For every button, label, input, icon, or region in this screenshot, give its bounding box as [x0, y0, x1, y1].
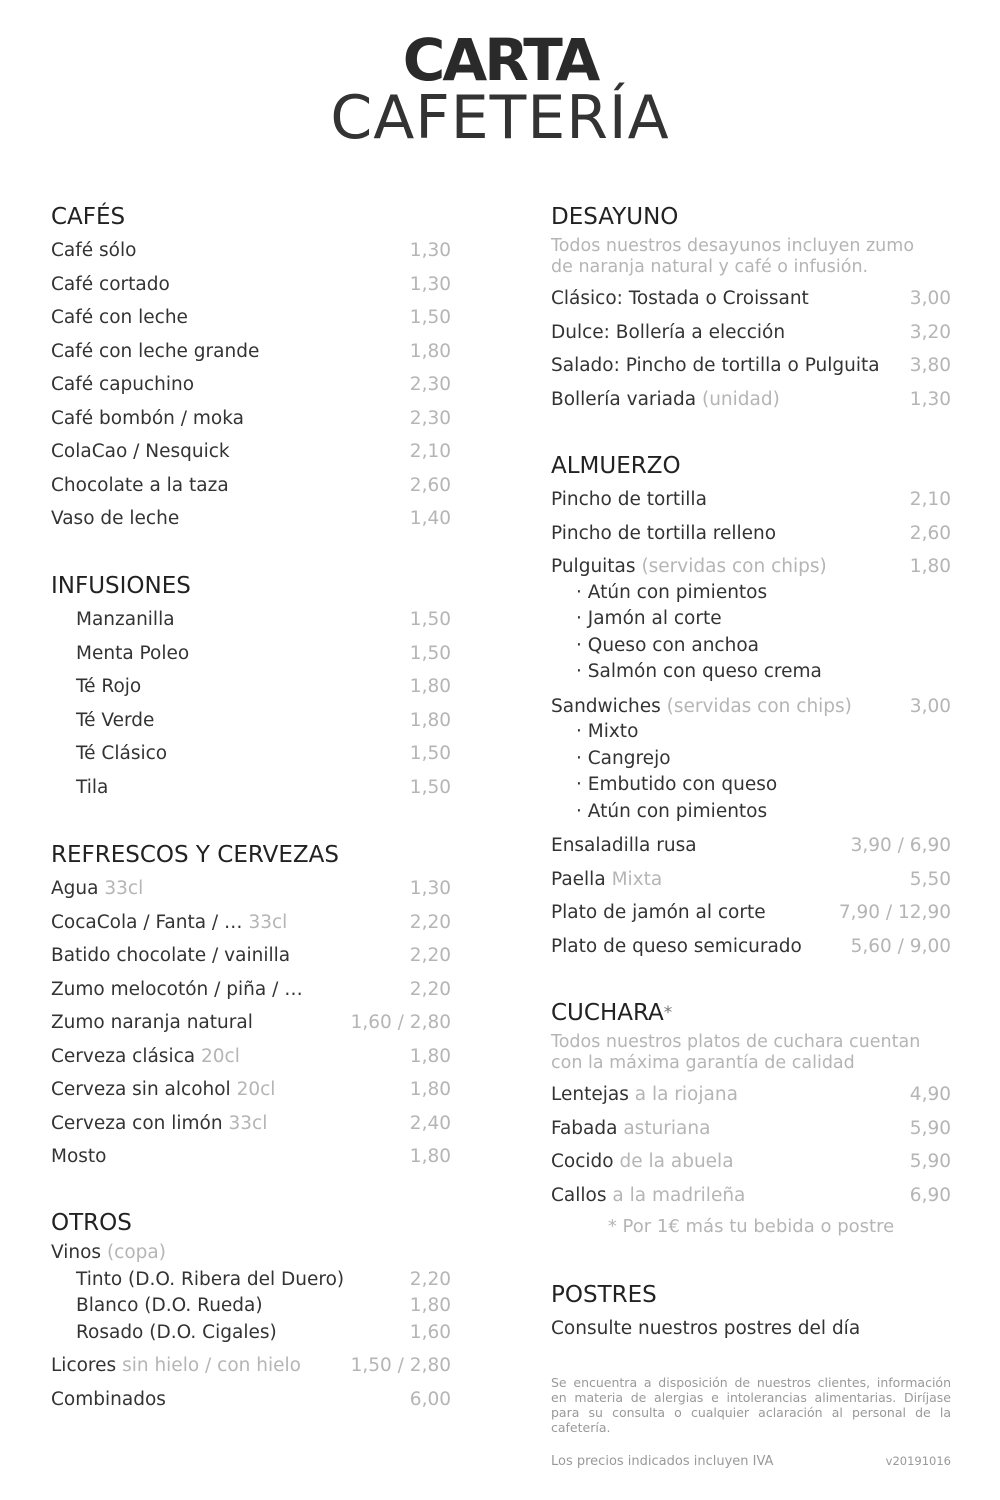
- desc-line: Todos nuestros desayunos incluyen zumo: [551, 236, 915, 256]
- version-label: v20191016: [885, 1454, 951, 1468]
- item-name: Fabada: [551, 1117, 618, 1139]
- menu-item: [51, 637, 451, 671]
- item-note: sin hielo / con hielo: [122, 1355, 301, 1376]
- item-name: Vaso de leche: [51, 508, 180, 529]
- item-note: (unidad): [701, 388, 780, 410]
- menu-item: [51, 973, 451, 1007]
- menu-item: [551, 863, 951, 897]
- item-price: 7,90 / 12,90: [838, 902, 951, 923]
- item-price: 3,90 / 6,90: [850, 835, 951, 856]
- item-price: 1,80: [409, 1079, 451, 1100]
- item-price: 5,60 / 9,00: [850, 935, 951, 957]
- menu-item-pincho: [551, 483, 951, 517]
- menu-item: [51, 502, 451, 536]
- item-name: Té Rojo: [76, 676, 142, 697]
- desayuno-list: [551, 282, 951, 416]
- menu-item: [51, 704, 451, 738]
- menu-item: [51, 469, 451, 503]
- menu-item: [51, 1107, 451, 1141]
- item-price: 6,00: [409, 1388, 451, 1410]
- menu-item: [51, 1006, 451, 1040]
- menu-item: [551, 1078, 951, 1112]
- item-price: 1,30: [409, 878, 451, 899]
- menu-item: [51, 1040, 451, 1074]
- item-name: Manzanilla: [76, 609, 175, 630]
- refrescos-list: [51, 872, 451, 1174]
- item-note: 20cl: [236, 1079, 276, 1100]
- item-price: 1,60 / 2,80: [350, 1012, 451, 1033]
- section-otros: [51, 1206, 451, 1416]
- menu-item: [551, 282, 951, 316]
- item-name: Café sólo: [51, 240, 137, 261]
- item-name: Callos: [551, 1184, 607, 1206]
- menu-item: [51, 368, 451, 402]
- item-price: 2,30: [409, 407, 451, 429]
- section-title-desayuno: DESAYUNO: [551, 204, 679, 230]
- footer-bottom: [551, 1454, 951, 1469]
- item-price: 3,80: [909, 355, 951, 376]
- item-price: 5,90: [909, 1151, 951, 1172]
- menu-item-combinados: [51, 1383, 451, 1417]
- item-price: 1,50: [409, 307, 451, 328]
- option-item: · Mixto: [576, 721, 639, 742]
- menu-item: [51, 906, 451, 940]
- item-note: Mixta: [611, 868, 663, 890]
- item-name: Zumo melocotón / piña / …: [51, 978, 303, 1000]
- item-price: 1,80: [409, 1146, 451, 1167]
- item-name: Cocido: [551, 1151, 614, 1172]
- section-refrescos: [51, 838, 451, 1174]
- item-name: Café bombón / moka: [51, 407, 244, 429]
- menu-item: [551, 349, 951, 383]
- menu-item: [51, 1073, 451, 1107]
- menu-item: [551, 1179, 951, 1213]
- menu-item: [51, 402, 451, 436]
- item-name: Lentejas: [551, 1084, 629, 1105]
- item-name: CocaCola / Fanta / …: [51, 911, 243, 933]
- item-price: 3,00: [909, 288, 951, 309]
- item-name: Pincho de tortilla: [551, 489, 707, 510]
- section-desayuno: [551, 200, 951, 416]
- section-title-cuchara: [551, 996, 951, 1030]
- desc-line: de naranja natural y café o infusión.: [551, 257, 869, 277]
- item-price: 2,60: [409, 474, 451, 496]
- item-name: Pincho de tortilla relleno: [551, 522, 777, 544]
- infusiones-list: [51, 603, 451, 804]
- item-price: 6,90: [909, 1184, 951, 1206]
- cuchara-list: [551, 1078, 951, 1212]
- item-price: 1,80: [409, 1295, 451, 1316]
- menu-item: [51, 737, 451, 771]
- menu-item: [51, 872, 451, 906]
- item-name: Café cortado: [51, 273, 170, 295]
- item-name: Chocolate a la taza: [51, 474, 229, 496]
- option-item: · Atún con pimientos: [576, 800, 768, 822]
- menu-item: [51, 268, 451, 302]
- item-name: Tila: [76, 776, 109, 798]
- item-name: Té Clásico: [76, 743, 168, 764]
- item-price: 2,20: [409, 945, 451, 966]
- item-note: (servidas con chips): [641, 556, 827, 577]
- item-note: (copa): [106, 1242, 166, 1263]
- item-name: Licores: [51, 1355, 117, 1376]
- section-title-refrescos: REFRESCOS Y CERVEZAS: [51, 842, 339, 868]
- item-name: Paella: [551, 868, 606, 890]
- item-price: 1,30: [409, 240, 451, 261]
- item-name: Sandwiches: [551, 695, 661, 717]
- menu-title-cafeteria: CAFETERÍA: [330, 83, 670, 153]
- item-note: 33cl: [104, 878, 144, 899]
- menu-item: [51, 1140, 451, 1174]
- item-name: Vinos: [51, 1242, 102, 1263]
- desayuno-description: [551, 236, 951, 278]
- section-postres: [551, 1278, 951, 1346]
- cafes-list: [51, 234, 451, 536]
- item-price: 2,20: [409, 911, 451, 933]
- desc-line: con la máxima garantía de calidad: [551, 1053, 855, 1073]
- item-note: 33cl: [248, 911, 288, 933]
- item-price: 2,10: [409, 441, 451, 462]
- item-price: 4,90: [909, 1084, 951, 1105]
- menu-item: [551, 383, 951, 417]
- menu-item: [51, 435, 451, 469]
- item-name: Té Verde: [76, 709, 155, 731]
- option-item: · Cangrejo: [576, 747, 671, 769]
- item-name: Zumo naranja natural: [51, 1012, 253, 1033]
- menu-item: [51, 670, 451, 704]
- item-price: 1,30: [909, 388, 951, 410]
- section-title-infusiones: INFUSIONES: [51, 573, 191, 599]
- option-item: · Jamón al corte: [576, 608, 722, 629]
- item-note: a la madrileña: [612, 1184, 746, 1206]
- item-price: 2,60: [909, 522, 951, 544]
- item-name: Bollería variada: [551, 388, 697, 410]
- item-name: Mosto: [51, 1146, 107, 1167]
- menu-item-sandwiches: [551, 690, 951, 724]
- menu-item: [51, 335, 451, 369]
- menu-item: [551, 829, 951, 863]
- option-item: · Salmón con queso crema: [576, 661, 822, 682]
- item-name: Clásico: Tostada o Croissant: [551, 288, 809, 309]
- menu-item: [51, 1320, 451, 1347]
- item-price: 1,60: [409, 1321, 451, 1343]
- item-name: Cerveza con limón: [51, 1112, 223, 1134]
- section-title-almuerzo: ALMUERZO: [551, 453, 681, 479]
- option-item: · Queso con anchoa: [576, 634, 759, 656]
- item-name: Plato de jamón al corte: [551, 902, 766, 923]
- menu-item: [551, 1145, 951, 1179]
- item-price: 2,20: [409, 1268, 451, 1290]
- item-price: 2,30: [409, 374, 451, 395]
- item-name: Menta Poleo: [76, 642, 190, 664]
- section-cafes: [51, 200, 451, 536]
- item-note: asturiana: [623, 1117, 711, 1139]
- menu-item: [51, 771, 451, 805]
- menu-item-licores: [51, 1349, 451, 1383]
- item-note: a la riojana: [634, 1084, 738, 1105]
- item-price: 1,30: [409, 273, 451, 295]
- item-price: 5,50: [909, 868, 951, 890]
- cuchara-description: [551, 1032, 951, 1074]
- item-name: Blanco (D.O. Rueda): [76, 1295, 263, 1316]
- item-price: 2,20: [409, 978, 451, 1000]
- desc-line: Todos nuestros platos de cuchara cuentan: [551, 1032, 921, 1052]
- item-name: Pulguitas: [551, 556, 636, 577]
- section-cuchara: [551, 996, 951, 1242]
- menu-item: [551, 930, 951, 964]
- item-price: 1,80: [409, 340, 451, 362]
- item-price: 1,40: [409, 508, 451, 529]
- postres-text: Consulte nuestros postres del día: [551, 1318, 861, 1339]
- menu-title-carta: CARTA: [402, 26, 598, 94]
- cuchara-footnote: * Por 1€ más tu bebida o postre: [607, 1216, 895, 1237]
- menu-item: [51, 1293, 451, 1320]
- menu-item-pincho-relleno: [551, 517, 951, 551]
- item-name: Cerveza clásica: [51, 1045, 196, 1067]
- item-name: Dulce: Bollería a elección: [551, 321, 786, 343]
- item-name: Combinados: [51, 1388, 166, 1410]
- option-item: · Embutido con queso: [576, 774, 778, 795]
- item-name: Salado: Pincho de tortilla o Pulguita: [551, 355, 880, 376]
- asterisk: *: [663, 1003, 673, 1023]
- section-infusiones: [51, 569, 451, 804]
- item-note: 33cl: [228, 1112, 268, 1134]
- item-price: 5,90: [909, 1117, 951, 1139]
- menu-item: [551, 1112, 951, 1146]
- section-title-cafes: CAFÉS: [51, 204, 126, 230]
- iva-notice: Los precios indicados incluyen IVA: [551, 1454, 774, 1469]
- item-price: 2,40: [409, 1112, 451, 1134]
- item-price: 3,20: [909, 321, 951, 343]
- item-name: Ensaladilla rusa: [551, 835, 697, 856]
- item-name: Café con leche grande: [51, 340, 260, 362]
- item-name: Café capuchino: [51, 374, 195, 395]
- menu-item: [51, 234, 451, 268]
- vinos-list: [51, 1267, 451, 1347]
- item-name: Café con leche: [51, 307, 188, 328]
- menu-item: [551, 896, 951, 930]
- pulguitas-options: [551, 580, 951, 686]
- item-name: Tinto (D.O. Ribera del Duero): [76, 1268, 345, 1290]
- item-name: ColaCao / Nesquick: [51, 441, 230, 462]
- item-price: 1,50: [409, 743, 451, 764]
- item-price: 1,80: [409, 676, 451, 697]
- sandwiches-options: [551, 719, 951, 825]
- option-item: · Atún con pimientos: [576, 581, 768, 603]
- section-title-otros: OTROS: [51, 1210, 132, 1236]
- section-title-text: CUCHARA: [551, 1000, 664, 1026]
- menu-item: [51, 603, 451, 637]
- section-almuerzo: [551, 449, 951, 963]
- item-name: Plato de queso semicurado: [551, 935, 802, 957]
- menu-item: [51, 301, 451, 335]
- almuerzo-rest-list: [551, 829, 951, 963]
- item-name: Rosado (D.O. Cigales): [76, 1321, 277, 1343]
- item-price: 1,80: [909, 556, 951, 577]
- item-name: Batido chocolate / vainilla: [51, 945, 291, 966]
- menu-item-pulguitas: [551, 550, 951, 584]
- item-note: (servidas con chips): [666, 695, 852, 717]
- menu-item: [51, 1267, 451, 1294]
- item-price: 1,50 / 2,80: [350, 1355, 451, 1376]
- item-price: 1,50: [409, 642, 451, 664]
- menu-item: [51, 939, 451, 973]
- item-price: 3,00: [909, 695, 951, 717]
- item-price: 1,80: [409, 709, 451, 731]
- section-title-postres: POSTRES: [551, 1282, 657, 1308]
- allergen-notice: Se encuentra a disposición de nuestros clientes, información en materia de alergias e intolerancias alimentarias. Diríjase para su consulta o cualquier aclaración al personal de la cafetería.: [551, 1375, 951, 1435]
- item-price: 2,10: [909, 489, 951, 510]
- menu-item-vinos: [51, 1240, 451, 1267]
- item-name: Cerveza sin alcohol: [51, 1079, 231, 1100]
- item-note: 20cl: [201, 1045, 240, 1067]
- item-price: 1,80: [409, 1045, 451, 1067]
- item-name: Agua: [51, 878, 99, 899]
- item-price: 1,50: [409, 776, 451, 798]
- menu-item: [551, 316, 951, 350]
- item-price: 1,50: [409, 609, 451, 630]
- item-note: de la abuela: [619, 1151, 734, 1172]
